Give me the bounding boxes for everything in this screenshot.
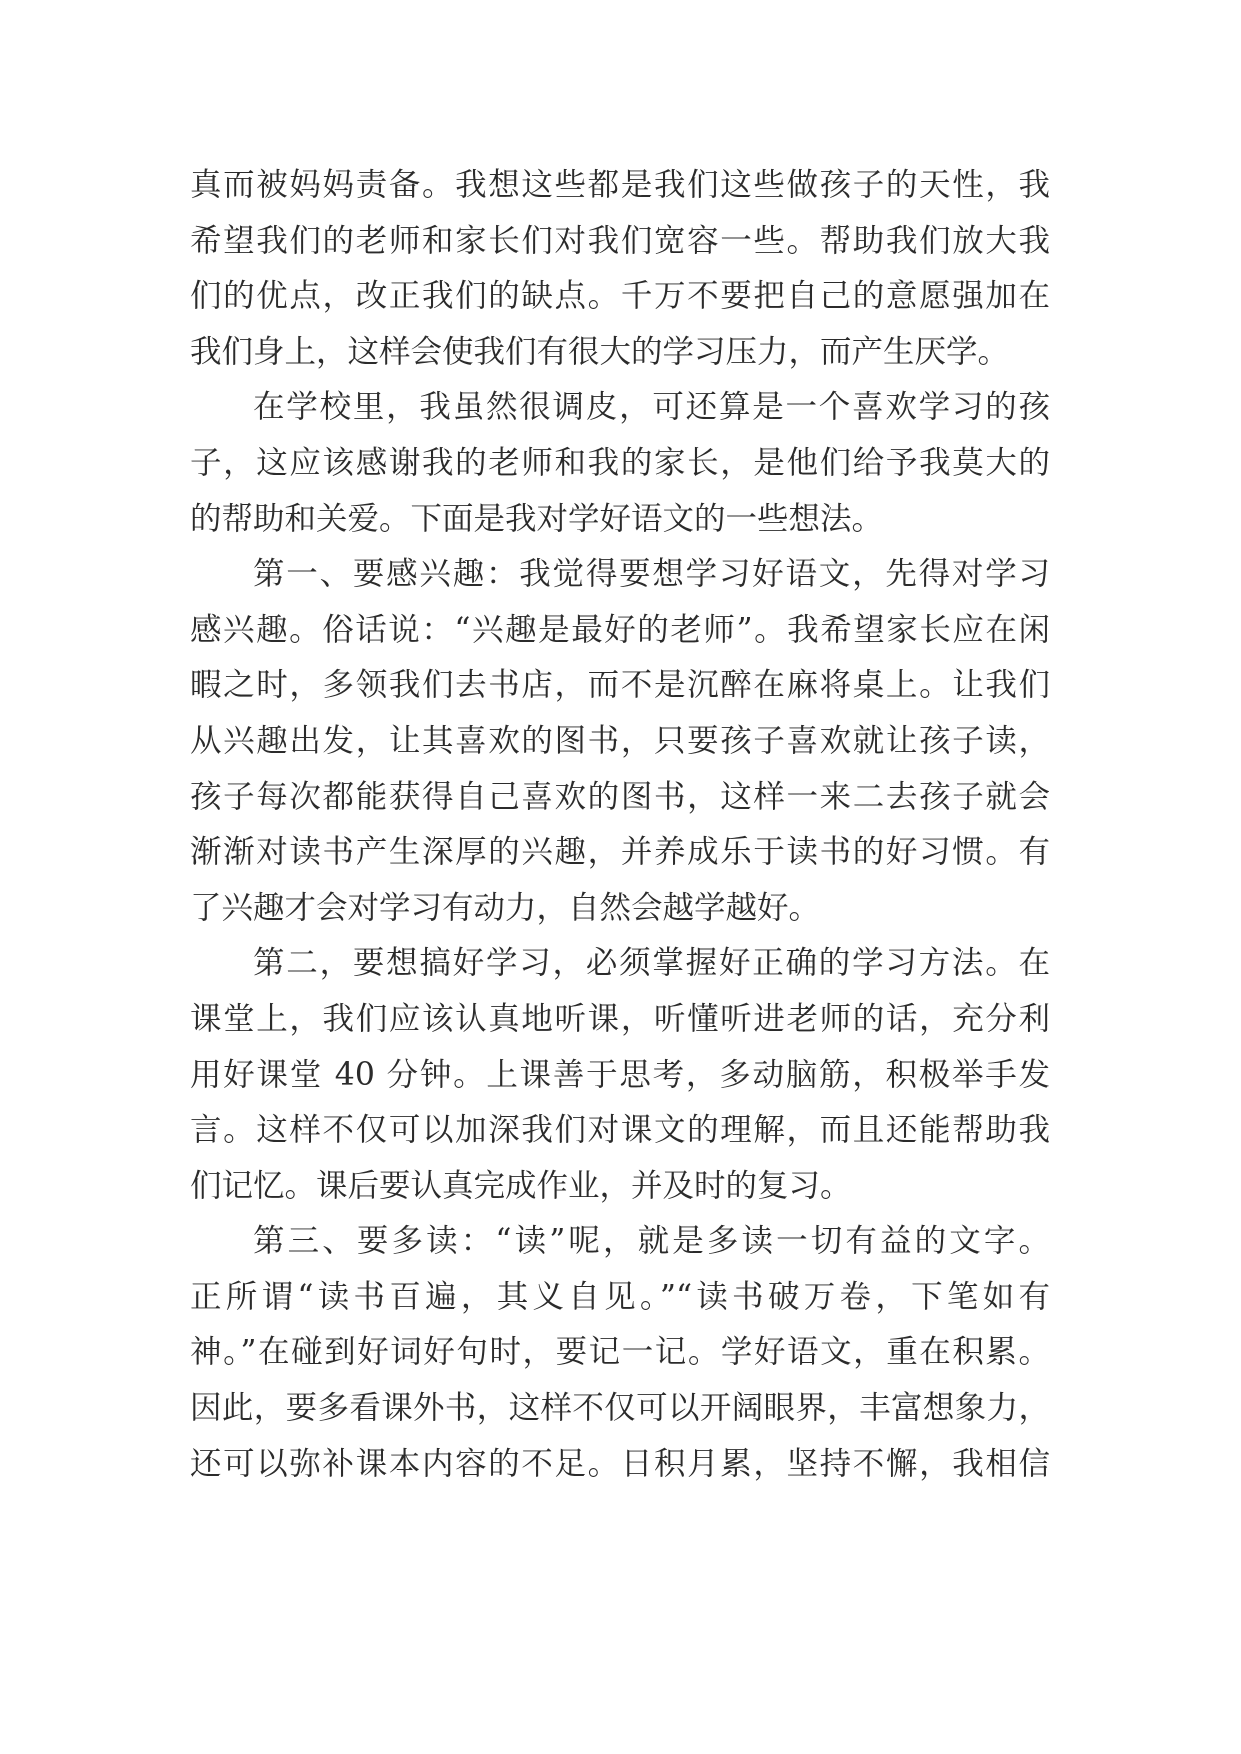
text-line: 希望我们的老师和家长们对我们宽容一些。帮助我们放大我 — [190, 222, 1050, 259]
text-line: 还可以弥补课本内容的不足。日积月累，坚持不懈，我相信 — [190, 1445, 1050, 1482]
paragraph-first-line: 第三、要多读：“读”呢，就是多读一切有益的文字。 — [253, 1223, 1050, 1260]
body-text — [190, 158, 1050, 1492]
text-line: 真而被妈妈责备。我想这些都是我们这些做孩子的天性，我 — [190, 167, 1050, 203]
text-line: 的帮助和关爱。下面是我对学好语文的一些想法。 — [190, 500, 884, 537]
paragraph-first-line: 在学校里，我虽然很调皮，可还算是一个喜欢学习的孩 — [253, 389, 1050, 426]
text-line: 正所谓“读书百遍，其义自见。”“读书破万卷，下笔如有 — [190, 1278, 1050, 1315]
text-line: 因此，要多看课外书，这样不仅可以开阔眼界，丰富想象力， — [190, 1390, 1050, 1427]
text-line: 们记忆。课后要认真完成作业，并及时的复习。 — [190, 1167, 852, 1204]
text-line: 感兴趣。俗话说：“兴趣是最好的老师”。我希望家长应在闲 — [190, 611, 1050, 648]
text-line: 言。这样不仅可以加深我们对课文的理解，而且还能帮助我 — [190, 1112, 1050, 1149]
text-line: 们的优点，改正我们的缺点。千万不要把自己的意愿强加在 — [190, 278, 1050, 315]
text-line: 孩子每次都能获得自己喜欢的图书，这样一来二去孩子就会 — [190, 778, 1050, 815]
text-line: 用好课堂 40 分钟。上课善于思考，多动脑筋，积极举手发 — [190, 1056, 1050, 1093]
text-line: 渐渐对读书产生深厚的兴趣，并养成乐于读书的好习惯。有 — [190, 834, 1050, 871]
text-line: 子，这应该感谢我的老师和我的家长，是他们给予我莫大的 — [190, 444, 1050, 481]
text-line: 我们身上，这样会使我们有很大的学习压力，而产生厌学。 — [190, 333, 1010, 370]
text-line: 从兴趣出发，让其喜欢的图书，只要孩子喜欢就让孩子读， — [190, 722, 1050, 759]
text-line: 了兴趣才会对学习有动力，自然会越学越好。 — [190, 889, 821, 926]
text-line: 暇之时，多领我们去书店，而不是沉醉在麻将桌上。让我们 — [190, 667, 1050, 704]
text-line: 神。”在碰到好词好句时，要记一记。学好语文，重在积累。 — [190, 1334, 1050, 1371]
text-line: 课堂上，我们应该认真地听课，听懂听进老师的话，充分利 — [190, 1000, 1050, 1037]
paragraph-first-line: 第二，要想搞好学习，必须掌握好正确的学习方法。在 — [253, 945, 1050, 982]
paragraph-first-line: 第一、要感兴趣：我觉得要想学习好语文，先得对学习 — [253, 556, 1050, 593]
